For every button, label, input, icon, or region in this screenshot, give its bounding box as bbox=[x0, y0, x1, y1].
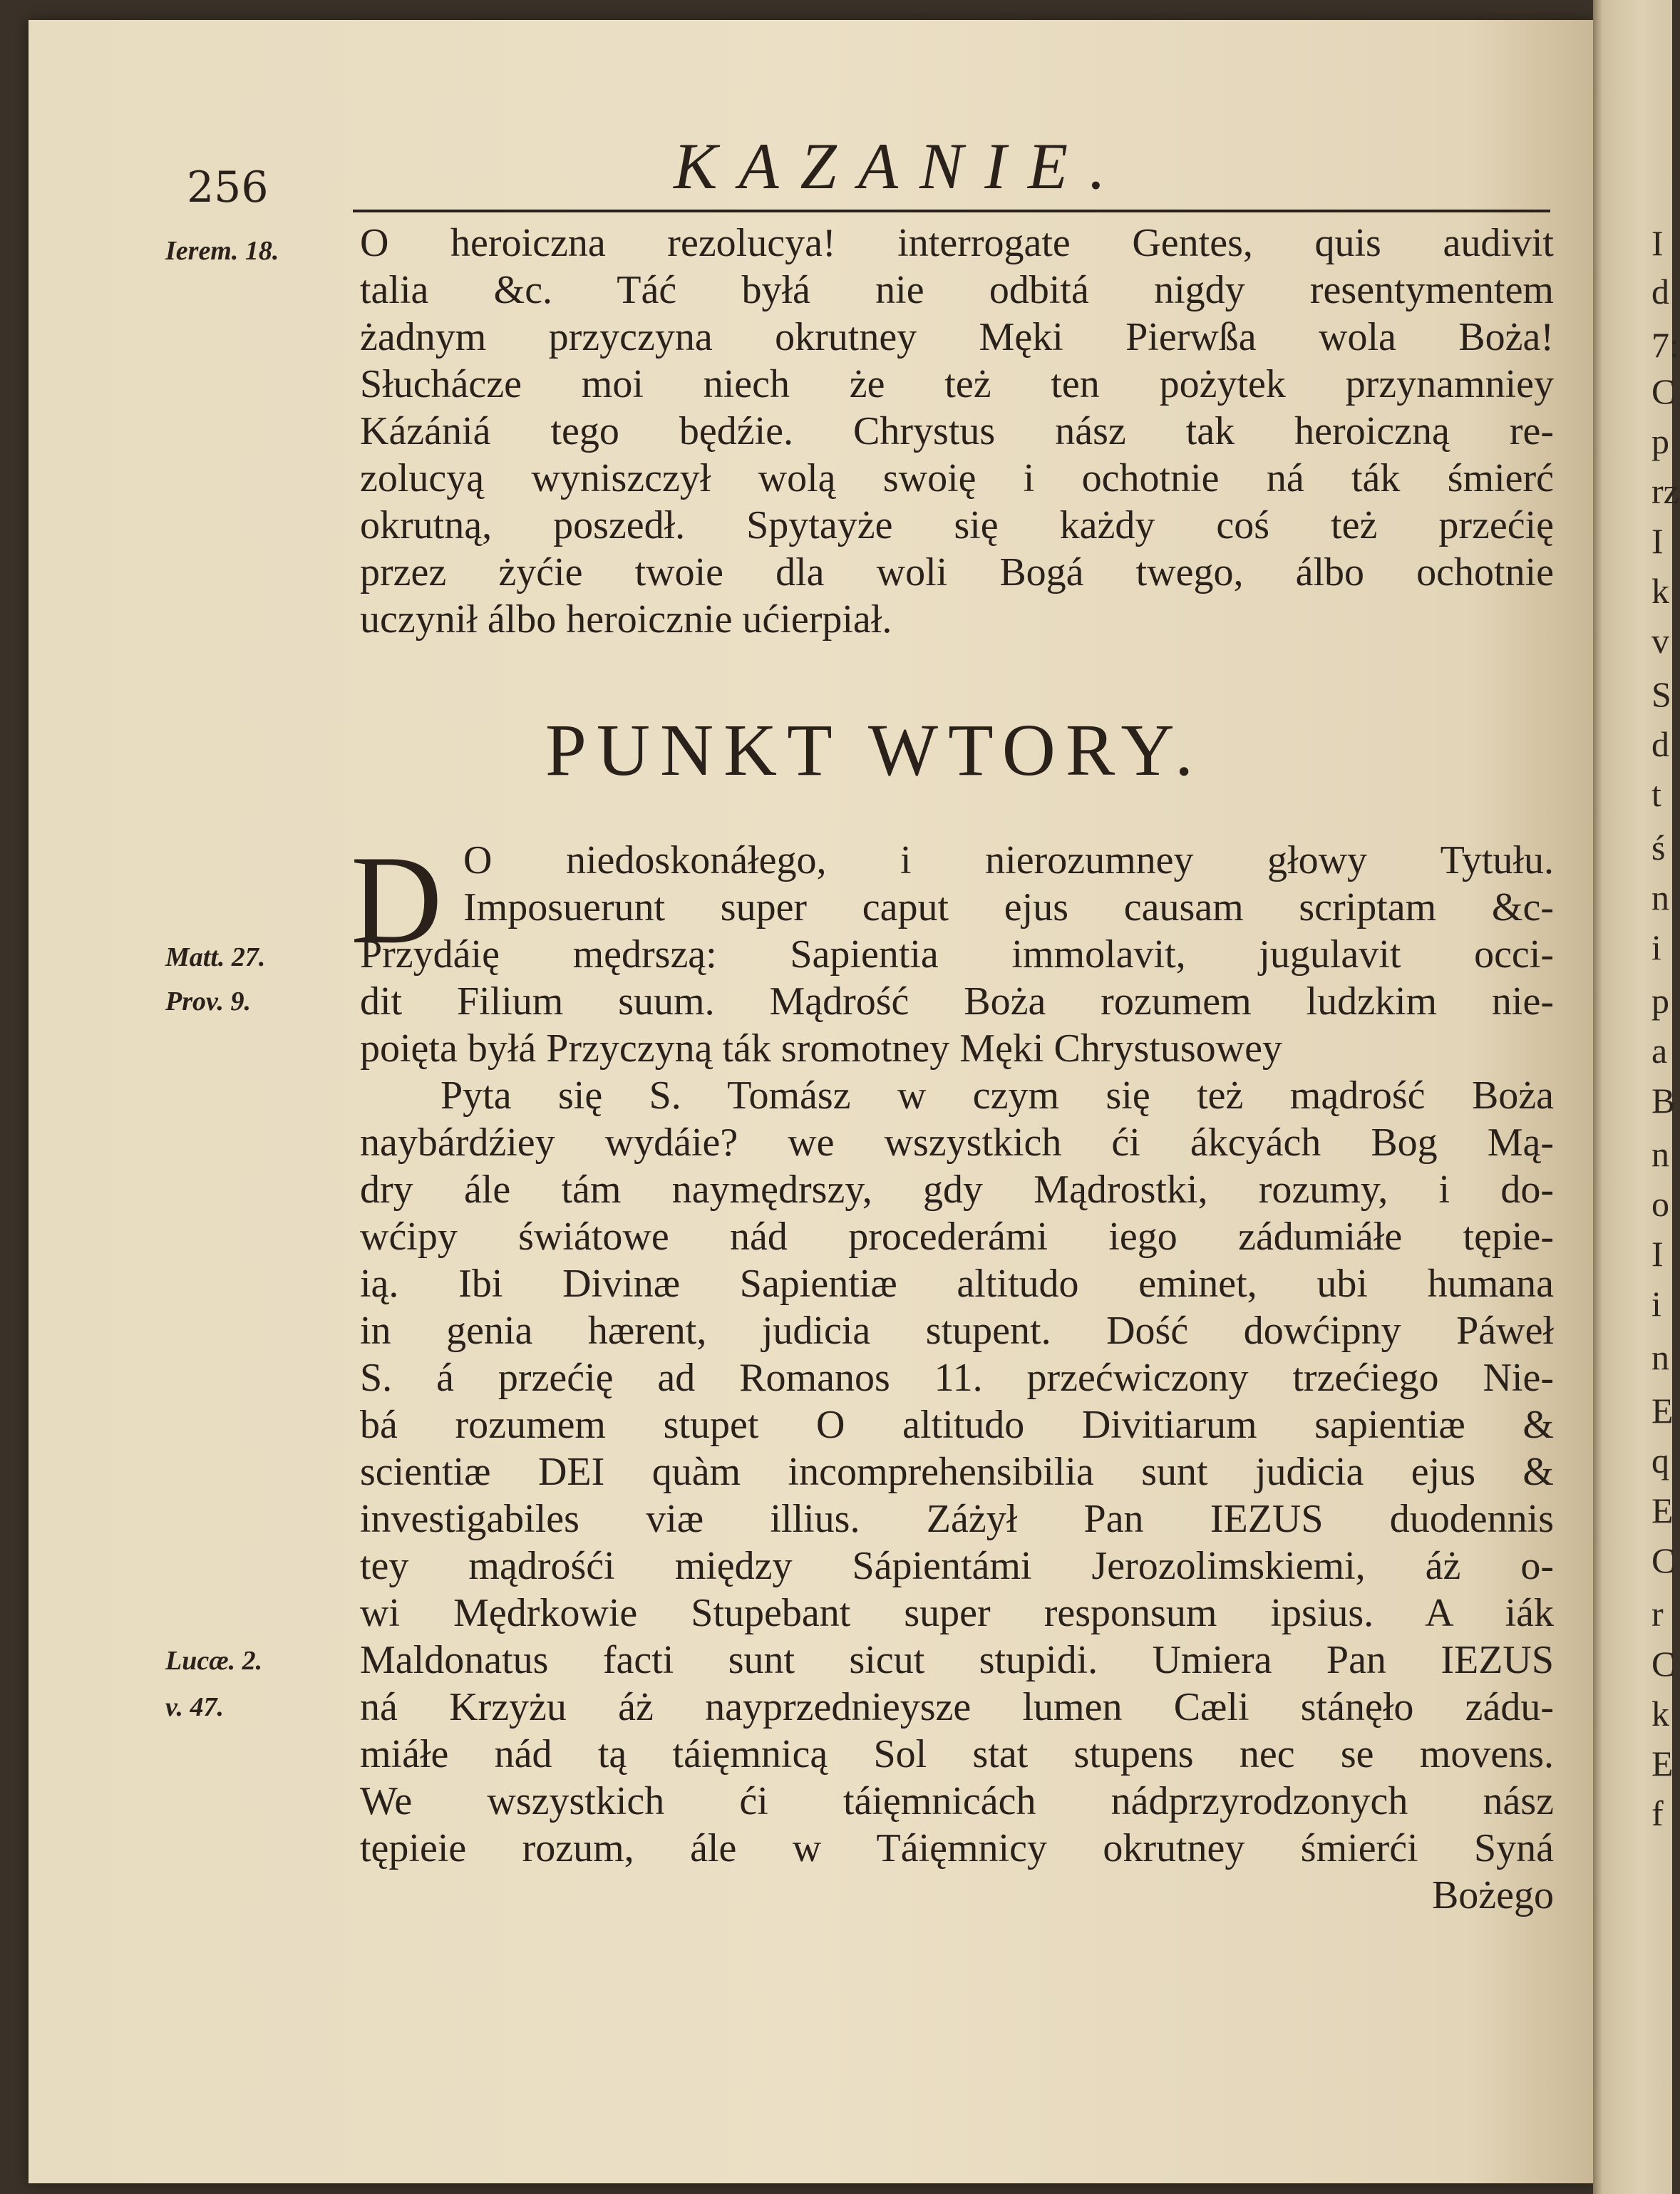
facing-fragment: f bbox=[1651, 1793, 1664, 1833]
facing-fragment: I bbox=[1651, 1234, 1664, 1274]
text-line: Przydáię mędrszą: Sapientia immolavit, jugulavit occi- bbox=[360, 932, 1554, 977]
facing-fragment: o bbox=[1651, 1184, 1669, 1224]
margin-note-jeremiah: Ierem. 18. bbox=[165, 236, 279, 266]
facing-fragment: E bbox=[1651, 1744, 1674, 1783]
facing-fragment: 7: bbox=[1651, 325, 1679, 365]
facing-fragment: S bbox=[1651, 674, 1671, 714]
text-line: Imposuerunt super caput ejus causam scriptam &c- bbox=[463, 885, 1554, 929]
facing-fragment: C bbox=[1651, 371, 1676, 411]
facing-fragment: B bbox=[1651, 1081, 1676, 1121]
section-heading: PUNKT WTORY. bbox=[545, 709, 1204, 791]
text-line: przez żyćie twoie dla woli Bogá twego, álbo ochotnie bbox=[360, 550, 1554, 594]
facing-fragment: I bbox=[1651, 223, 1664, 263]
margin-note-proverbs: Prov. 9. bbox=[165, 987, 251, 1016]
text-line: dry ále tám naymędrszy, gdy Mądrostki, rozumy, i do- bbox=[360, 1168, 1554, 1212]
text-line: investigabiles viæ illius. Záżył Pan IEZUS duodennis bbox=[360, 1497, 1554, 1541]
text-line: zolucyą wyniszczył wolą swoię i ochotnie ná ták śmierć bbox=[360, 456, 1554, 500]
margin-note-luke: Lucæ. 2. bbox=[165, 1646, 263, 1676]
text-line: S. á przećię ad Romanos 11. przećwiczony trzećiego Nie- bbox=[360, 1356, 1554, 1400]
facing-fragment: p bbox=[1651, 981, 1669, 1021]
facing-fragment: k bbox=[1651, 571, 1669, 611]
text-line: bá rozumem stupet O altitudo Divitiarum sapientiæ & bbox=[360, 1403, 1554, 1447]
facing-fragment: n bbox=[1651, 1134, 1669, 1174]
facing-fragment: r bbox=[1651, 1594, 1664, 1634]
facing-fragment: rz bbox=[1651, 471, 1679, 511]
text-line: Pyta się S. Tomász w czym się też mądrość Boża bbox=[440, 1073, 1554, 1118]
text-line: Słuchácze moi niech że też ten pożytek przynamniey bbox=[360, 362, 1554, 406]
facing-fragment: C bbox=[1651, 1644, 1676, 1684]
facing-fragment: v bbox=[1651, 621, 1669, 661]
facing-fragment: C bbox=[1651, 1540, 1676, 1580]
header-rule bbox=[353, 210, 1550, 212]
text-line: miáłe nád tą táięmnicą Sol stat stupens nec se movens. bbox=[360, 1732, 1554, 1776]
drop-cap: D bbox=[351, 829, 443, 970]
text-line: żadnym przyczyna okrutney Męki Pierwßa wola Boża! bbox=[360, 315, 1554, 359]
running-title: KAZANIE. bbox=[674, 130, 1128, 202]
text-line: Kázániá tego będźie. Chrystus nász tak heroiczną re- bbox=[360, 409, 1554, 453]
catchword: Bożego bbox=[1431, 1873, 1554, 1917]
facing-fragment: k bbox=[1651, 1694, 1669, 1734]
text-line: talia &c. Táć byłá nie odbitá nigdy resentymentem bbox=[360, 268, 1554, 312]
facing-page-edge bbox=[1593, 0, 1679, 2194]
facing-fragment: I bbox=[1651, 521, 1664, 561]
text-line: wćipy świátowe nád procederámi iego zádumiáłe tępie- bbox=[360, 1215, 1554, 1259]
facing-fragment: d bbox=[1651, 272, 1669, 311]
facing-fragment: t bbox=[1651, 774, 1661, 814]
text-line: O heroiczna rezolucya! interrogate Gentes, quis audivit bbox=[360, 221, 1554, 265]
facing-fragment: E bbox=[1651, 1391, 1674, 1431]
page-number: 256 bbox=[187, 163, 269, 212]
facing-fragment: q bbox=[1651, 1441, 1669, 1480]
facing-fragment: d bbox=[1651, 724, 1669, 764]
text-line: dit Filium suum. Mądrość Boża rozumem ludzkim nie- bbox=[360, 979, 1554, 1024]
text-line: We wszystkich ći táięmnicách nádprzyrodzonych nász bbox=[360, 1779, 1554, 1823]
book-page bbox=[29, 20, 1593, 2183]
text-line: tępieie rozum, ále w Táięmnicy okrutney śmierći Syná bbox=[360, 1826, 1554, 1870]
text-line: ią. Ibi Divinæ Sapientiæ altitudo eminet, ubi humana bbox=[360, 1262, 1554, 1306]
text-line: scientiæ DEI quàm incomprehensibilia sunt judicia ejus & bbox=[360, 1450, 1554, 1494]
text-line: poięta byłá Przyczyną ták sromotney Męki Chrystusowey bbox=[360, 1026, 1282, 1071]
margin-note-luke-verse: v. 47. bbox=[165, 1692, 224, 1722]
text-line: okrutną, poszedł. Spytayże się każdy coś też przećię bbox=[360, 503, 1554, 547]
facing-fragment: p bbox=[1651, 421, 1669, 461]
facing-fragment: i bbox=[1651, 1284, 1661, 1324]
text-line: naybárdźiey wydáie? we wszystkich ći ákcyách Bog Mą- bbox=[360, 1121, 1554, 1165]
text-line: Maldonatus facti sunt sicut stupidi. Umiera Pan IEZUS bbox=[360, 1638, 1554, 1682]
text-line: wi Mędrkowie Stupebant super responsum ipsius. A iák bbox=[360, 1591, 1554, 1635]
text-line: in genia hærent, judicia stupent. Dość dowćipny Páweł bbox=[360, 1309, 1554, 1353]
text-line: tey mądrośći między Sápientámi Jerozolimskiemi, áż o- bbox=[360, 1544, 1554, 1588]
facing-fragment: a bbox=[1651, 1031, 1668, 1071]
facing-fragment: ś bbox=[1651, 828, 1666, 867]
text-line: ná Krzyżu áż nayprzednieysze lumen Cæli stánęło zádu- bbox=[360, 1685, 1554, 1729]
facing-fragment: E bbox=[1651, 1490, 1674, 1530]
margin-note-matthew: Matt. 27. bbox=[165, 942, 266, 972]
facing-fragment: n bbox=[1651, 877, 1669, 917]
facing-fragment: i bbox=[1651, 927, 1661, 967]
text-line: uczynił álbo heroicznie ućierpiał. bbox=[360, 597, 892, 642]
text-line: O niedoskonáłego, i nierozumney głowy Tytułu. bbox=[463, 838, 1554, 882]
facing-fragment: n bbox=[1651, 1337, 1669, 1377]
